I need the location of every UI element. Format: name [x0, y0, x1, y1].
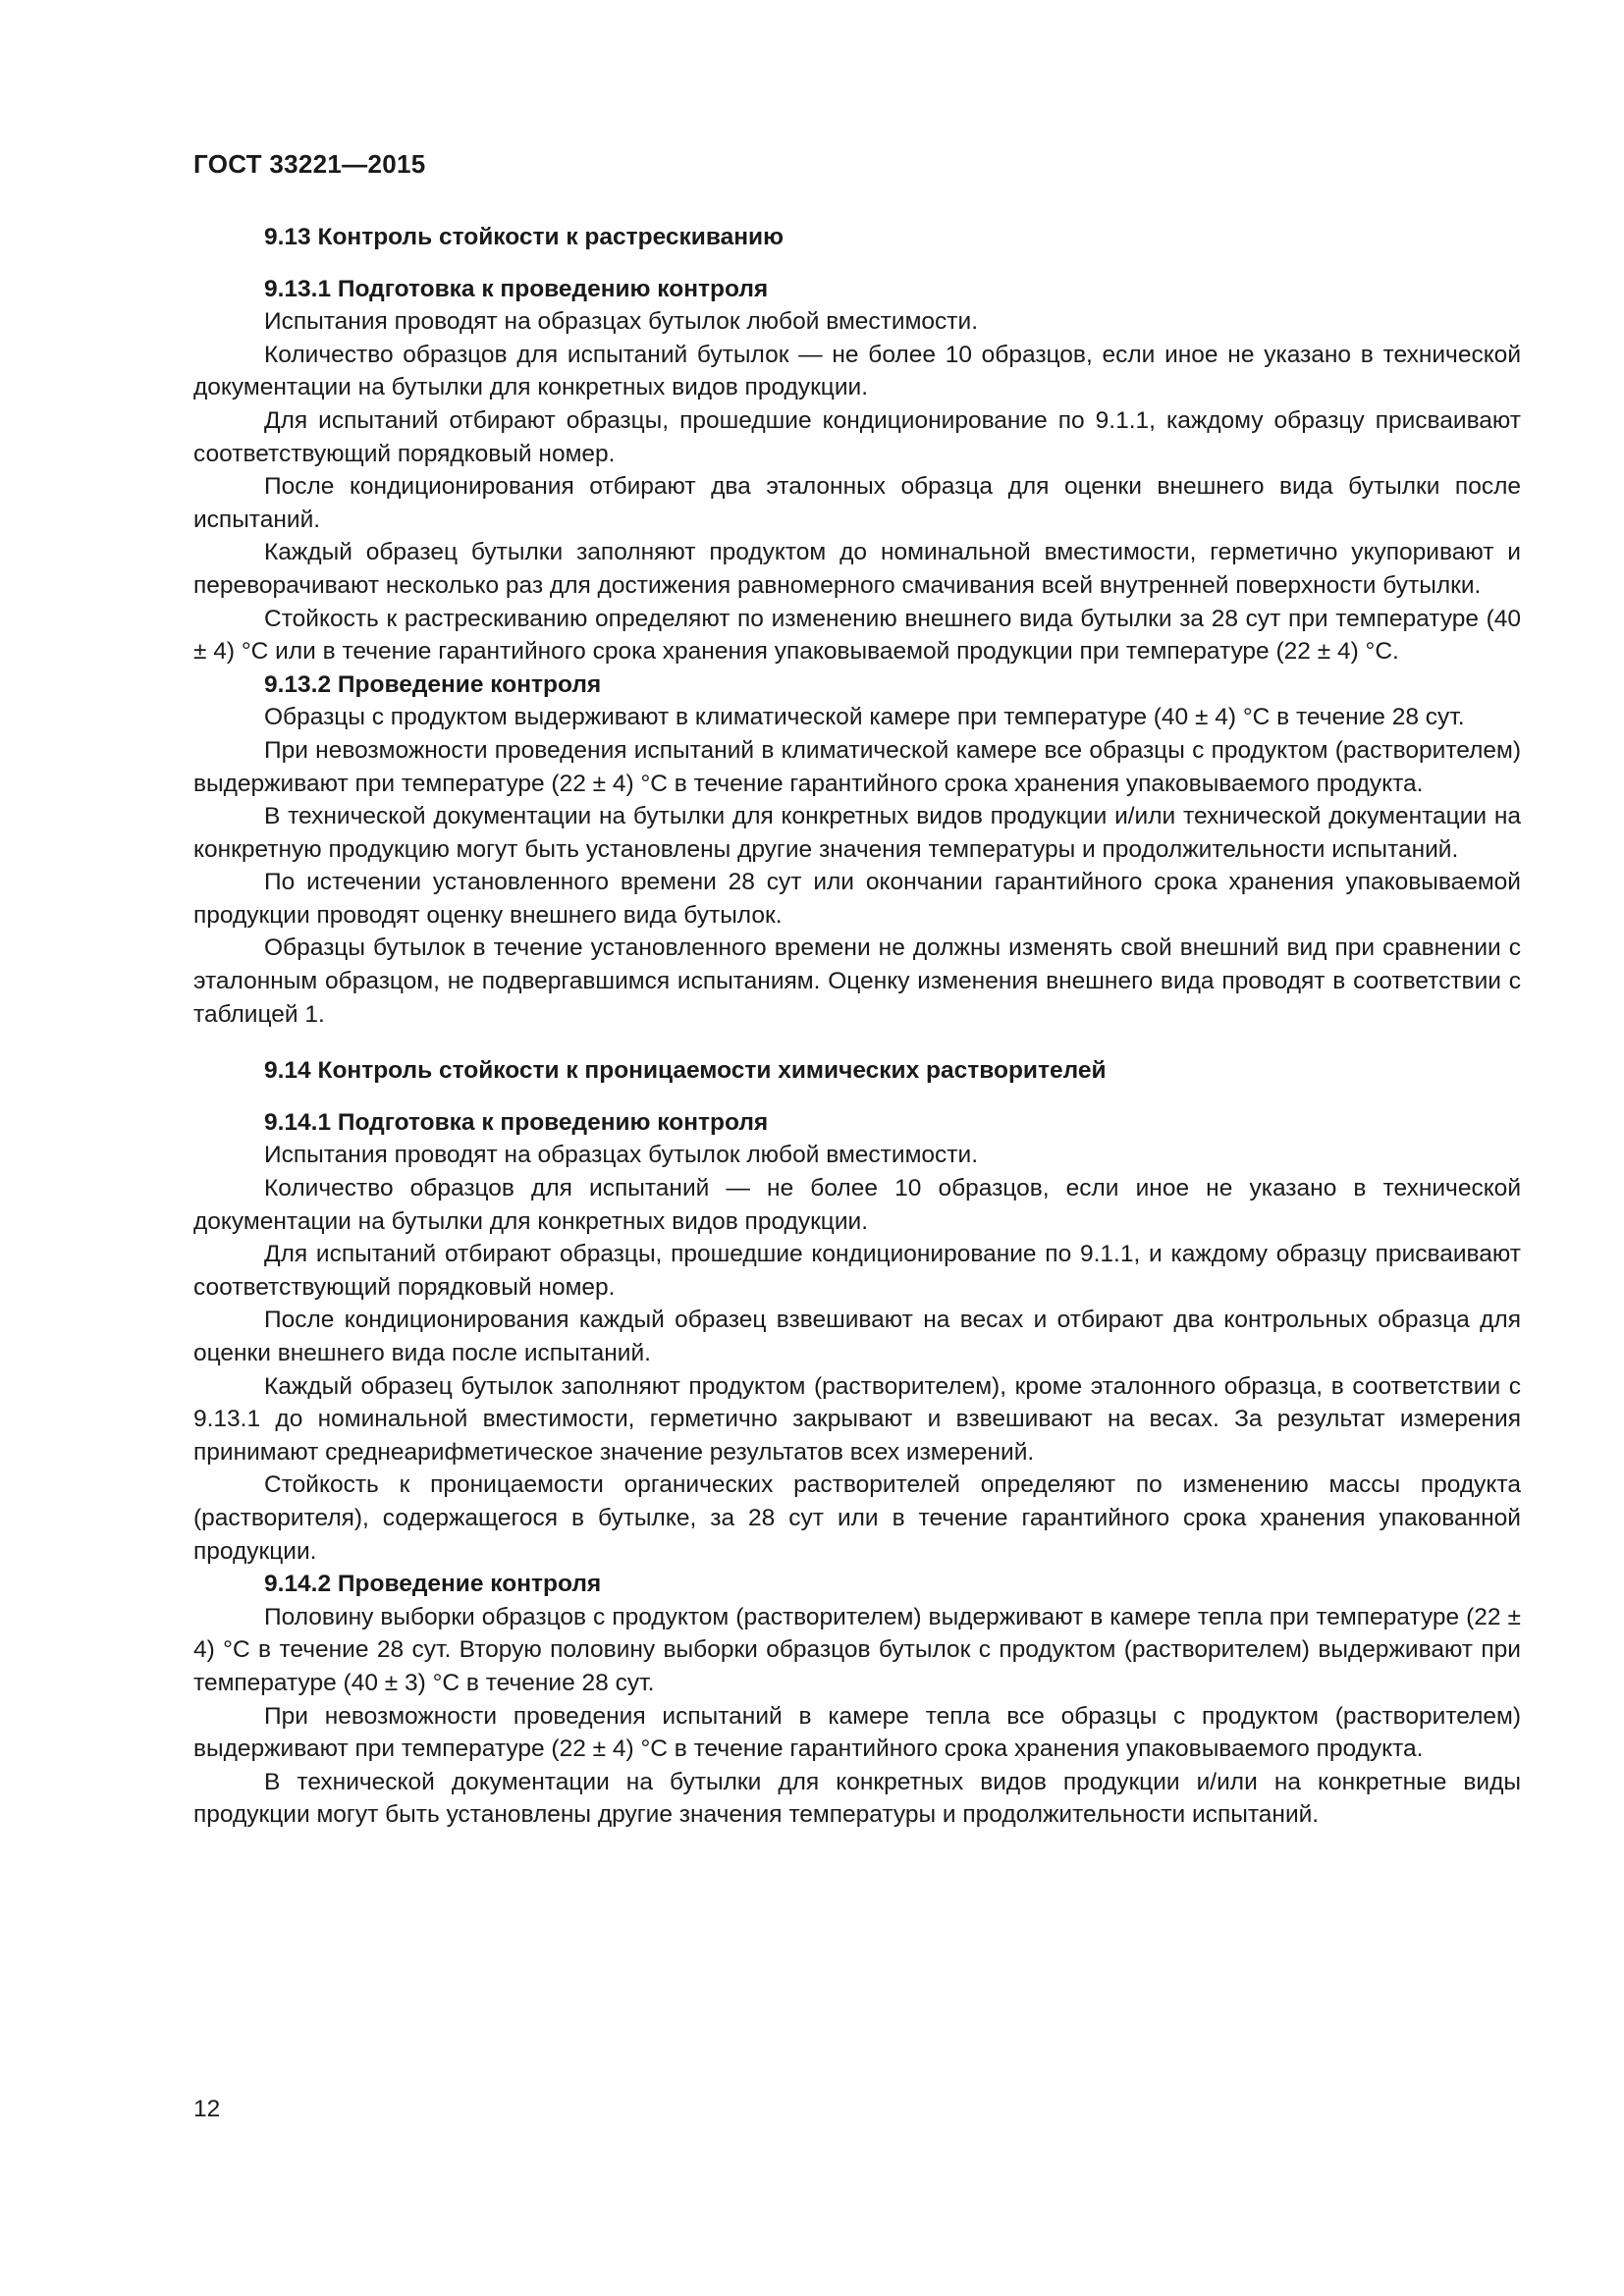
- paragraph: После кондиционирования каждый образец взвешивают на весах и отбирают два контрольных образца для оценки внешнего вида после испытаний.: [193, 1307, 1521, 1366]
- paragraph: В технической документации на бутылки для конкретных видов продукции и/или на конкретные виды продукции могут быть установлены другие значения температуры и продолжительности испытаний.: [193, 1768, 1521, 1829]
- paragraph: Образцы с продуктом выдерживают в климатической камере при температуре (40 ± 4) °С в течение 28 сут.: [264, 704, 1465, 731]
- section-9-13-2-title: 9.13.2 Проведение контроля: [264, 670, 602, 698]
- document-body: [193, 221, 1521, 1832]
- section-9-14-2-title: 9.14.2 Проведение контроля: [264, 1571, 602, 1598]
- paragraph: После кондиционирования отбирают два эталонных образца для оценки внешнего вида бутылки после испытаний.: [193, 473, 1521, 533]
- paragraph: Стойкость к растрескиванию определяют по изменению внешнего вида бутылки за 28 сут при температуре (40 ± 4) °С или в течение гарантийного срока хранения упаковываемой продукции при температуре (22 ± 4) °С.: [193, 605, 1521, 666]
- page-number: 12: [193, 2096, 221, 2122]
- paragraph: Испытания проводят на образцах бутылок любой вместимости.: [264, 308, 978, 336]
- paragraph: Каждый образец бутылок заполняют продуктом (растворителем), кроме эталонного образца, в соответствии с 9.13.1 до номинальной вместимости, герметично закрывают и взвешивают на весах. За результат измерения принимают среднеарифметическое значение результатов всех измерений.: [193, 1372, 1521, 1466]
- paragraph: По истечении установленного времени 28 сут или окончании гарантийного срока хранения упаковываемой продукции проводят оценку внешнего вида бутылок.: [193, 869, 1521, 929]
- paragraph: Испытания проводят на образцах бутылок любой вместимости.: [264, 1142, 978, 1169]
- paragraph: Для испытаний отбирают образцы, прошедшие кондиционирование по 9.1.1, каждому образцу присваивают соответствующий порядковый номер.: [193, 406, 1521, 467]
- paragraph: Для испытаний отбирают образцы, прошедшие кондиционирование по 9.1.1, и каждому образцу присваивают соответствующий порядковый номер.: [193, 1241, 1521, 1301]
- paragraph: Количество образцов для испытаний бутылок — не более 10 образцов, если иное не указано в технической документации на бутылки для конкретных видов продукции.: [193, 341, 1521, 401]
- paragraph: При невозможности проведения испытаний в камере тепла все образцы с продуктом (растворителем) выдерживают при температуре (22 ± 4) °С в течение гарантийного срока хранения упаковываемого продукта.: [193, 1702, 1521, 1763]
- paragraph: Половину выборки образцов с продуктом (растворителем) выдерживают в камере тепла при температуре (22 ± 4) °С в течение 28 сут. Вторую половину выборки образцов бутылок с продуктом (растворителем) выдерживают при температуре (40 ± 3) °С в течение 28 сут.: [193, 1603, 1521, 1696]
- paragraph: Каждый образец бутылки заполняют продуктом до номинальной вместимости, герметично укупоривают и переворачивают несколько раз для достижения равномерного смачивания всей внутренней поверхности бутылки.: [193, 539, 1521, 599]
- section-9-14-1-title: 9.14.1 Подготовка к проведению контроля: [264, 1108, 769, 1136]
- paragraph: В технической документации на бутылки для конкретных видов продукции и/или технической документации на конкретную продукцию могут быть установлены другие значения температуры и продолжительности испытаний.: [193, 803, 1521, 863]
- section-9-13-1-title: 9.13.1 Подготовка к проведению контроля: [264, 275, 769, 302]
- document-header-id: ГОСТ 33221—2015: [193, 149, 426, 179]
- paragraph: При невозможности проведения испытаний в климатической камере все образцы с продуктом (растворителем) выдерживают при температуре (22 ± 4) °С в течение гарантийного срока хранения упаковываемого продукта.: [193, 736, 1521, 797]
- paragraph: Количество образцов для испытаний — не более 10 образцов, если иное не указано в технической документации на бутылки для конкретных видов продукции.: [193, 1175, 1521, 1235]
- section-9-13-title: 9.13 Контроль стойкости к растрескиванию: [264, 224, 785, 250]
- paragraph: Стойкость к проницаемости органических растворителей определяют по изменению массы продукта (растворителя), содержащегося в бутылке, за 28 сут или в течение гарантийного срока хранения упакованной продукции.: [193, 1471, 1521, 1565]
- section-9-14-title: 9.14 Контроль стойкости к проницаемости химических растворителей: [264, 1057, 1107, 1085]
- paragraph: Образцы бутылок в течение установленного времени не должны изменять свой внешний вид при сравнении с эталонным образцом, не подвергавшимся испытаниям. Оценку изменения внешнего вида проводят в соответствии с таблицей 1.: [193, 934, 1521, 1028]
